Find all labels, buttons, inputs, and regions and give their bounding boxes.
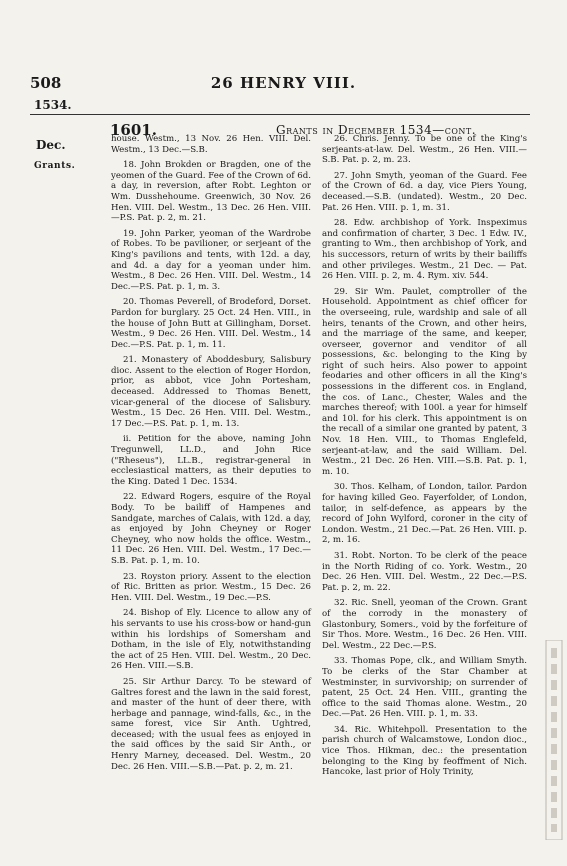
entry-paragraph: 19. John Parker, yeoman of the Wardrobe of Robes. To be pavilioner, or serjeant of the King's pavilions and tents, with 12d. a day, and 4d. a day for a yeoman under him. Westm., 8 Dec. 26 Hen. VIII. Del. Westm., 14 Dec.—P.S. Pat. p. 1, m. 3. (111, 228, 311, 292)
running-title: 26 HENRY VIII. (210, 74, 357, 92)
entry-paragraph: 33. Thomas Pope, clk., and William Smyth. To be clerks of the Star Chamber at Westminster, in survivorship; on surrender of patent, 25 Oct. 24 Hen. VIII., granting the office to the said Thomas alone. Westm., 20 Dec.—Pat. 26 Hen. VIII. p. 1, m. 33. (322, 656, 527, 720)
page-number: 508 (30, 74, 62, 92)
section-number: 1601. (110, 121, 157, 139)
entry-paragraph: 24. Bishop of Ely. Licence to allow any of his servants to use his cross-bow or hand-gun within his lordships of Somersham and Dotham, in the isle of Ely, notwithstanding the act of 25 Hen. VIII. Del. Westm., 20 Dec. 26 Hen. VIII.—S.B. (111, 608, 311, 672)
margin-month: Dec. (36, 138, 66, 152)
entry-paragraph: 32. Ric. Snell, yeoman of the Crown. Grant of the corrody in the monastery of Glastonbury, Somers., void by the forfeiture of Sir Thos. More. Westm., 16 Dec. 26 Hen. VIII. Del. Westm., 22 Dec.—P.S. (322, 598, 527, 651)
entry-paragraph: 25. Sir Arthur Darcy. To be steward of Galtres forest and the lawn in the said forest, and master of the hunt of deer there, with herbage and pannage, wind-falls, &c., in the same forest, vice Sir Anth. Ughtred, deceased; with the usual fees as enjoyed in the said offices by the said Sir Anth., or Henry Marney, deceased. Del. Westm., 20 Dec. 26 Hen. VIII.—S.B.—Pat. p. 2, m. 21. (111, 676, 311, 772)
right-column (322, 134, 527, 783)
left-column (111, 134, 311, 777)
entry-paragraph: house. Westm., 13 Nov. 26 Hen. VIII. Del. Westm., 13 Dec.—S.B. (111, 134, 311, 155)
entry-paragraph: 34. Ric. Whitehpoll. Presentation to the parish church of Walcamstowe, London dioc., vice Thos. Hikman, dec.: the presentation belonging to the King by feoffment of Nich. Hancoke, last prior of Holy Trinity, (322, 724, 527, 778)
entry-paragraph: 29. Sir Wm. Paulet, comptroller of the Household. Appointment as chief officer for the overseeing, rule, wardship and sale of all heirs, tenants of the Crown, and other heirs, and the marriage of the same, and keeper, overseer, governor and venditor of all possessions, &c. belonging to the King by right of such heirs. Also power to appoint feodaries and other officers in all the King's possessions in the different cos. in England, the cos. of Lanc., Chester, Wales and the marches thereof; with 100l. a year for himself and 10l. for his clerk. This appointment is on the recall of a similar one granted by patent, 3 Nov. 18 Hen. VIII., to Thomas Englefeld, serjeant-at-law, and the said William. Del. Westm., 21 Dec. 26 Hen. VIII.—S.B. Pat. p. 1, m. 10. (322, 286, 527, 477)
header-rule (30, 114, 530, 115)
entry-paragraph: 27. John Smyth, yeoman of the Guard. Fee of the Crown of 6d. a day, vice Piers Young, deceased.—S.B. (undated). Westm., 20 Dec. Pat. 26 Hen. VIII. p. 1, m. 31. (322, 170, 527, 213)
entry-paragraph: 30. Thos. Kelham, of London, tailor. Pardon for having killed Geo. Fayerfolder, of London, tailor, in self-defence, as appears by the record of John Wylford, coroner in the city of London. Westm., 21 Dec.—Pat. 26 Hen. VIII. p. 2, m. 16. (322, 482, 527, 546)
entry-paragraph: 22. Edward Rogers, esquire of the Royal Body. To be bailiff of Hampenes and Sandgate, marches of Calais, with 12d. a day, as enjoyed by John Cheyney or Roger Cheyney, who now holds the office. Westm., 11 Dec. 26 Hen. VIII. Del. Westm., 17 Dec.—S.B. Pat. p. 1, m. 10. (111, 492, 311, 566)
entry-paragraph: 28. Edw. archbishop of York. Inspeximus and confirmation of charter, 3 Dec. 1 Edw. IV., granting to Wm., then archbishop of York, and his successors, return of writs by their bailiffs and other privileges. Westm., 21 Dec. — Pat. 26 Hen. VIII. p. 2, m. 4. Rym. xiv. 544. (322, 218, 527, 282)
entry-paragraph: 18. John Brokden or Bragden, one of the yeomen of the Guard. Fee of the Crown of 6d. a day, in reversion, after Robt. Leghton or Wm. Dusshehoume. Greenwich, 30 Nov. 26 Hen. VIII. Del. Westm., 13 Dec. 26 Hen. VIII.—P.S. Pat. p. 2, m. 21. (111, 160, 311, 224)
entry-paragraph: ii. Petition for the above, naming John Tregunwell, LL.D., and John Rice ("Rheseus"), LL.B., registrar-general in ecclesiastical matters, as their deputies to the King. Dated 1 Dec. 1534. (111, 434, 311, 487)
section-title: Grants in December 1534—cont. (276, 123, 477, 137)
entry-paragraph: 20. Thomas Peverell, of Brodeford, Dorset. Pardon for burglary. 25 Oct. 24 Hen. VIII., in the house of John Butt at Gillingham, Dorset. Westm., 9 Dec. 26 Hen. VIII. Del. Westm., 14 Dec.—P.S. Pat. p. 1, m. 11. (111, 297, 311, 350)
entry-paragraph: 26. Chris. Jenny. To be one of the King's serjeants-at-law. Del. Westm., 26 Hen. VIII.—S.B. Pat. p. 2, m. 23. (322, 134, 527, 166)
margin-category: Grants. (34, 161, 76, 171)
year-marker: 1534. (34, 98, 72, 112)
entry-paragraph: 21. Monastery of Aboddesbury, Salisbury dioc. Assent to the election of Roger Hordon, prior, as abbot, vice John Portesham, deceased. Addressed to Thomas Benett, vicar-general of the diocese of Salisbury. Westm., 15 Dec. 26 Hen. VIII. Del. Westm., 17 Dec.—P.S. Pat. p. 1, m. 13. (111, 355, 311, 429)
entry-paragraph: 23. Royston priory. Assent to the election of Ric. Britten as prior. Westm., 15 Dec. 26 Hen. VIII. Del. Westm., 19 Dec.—P.S. (111, 571, 311, 603)
entry-paragraph: 31. Robt. Norton. To be clerk of the peace in the North Riding of co. York. Westm., 20 Dec. 26 Hen. VIII. Del. Westm., 22 Dec.—P.S. Pat. p. 2, m. 22. (322, 550, 527, 593)
library-stamp-watermark (543, 640, 565, 840)
